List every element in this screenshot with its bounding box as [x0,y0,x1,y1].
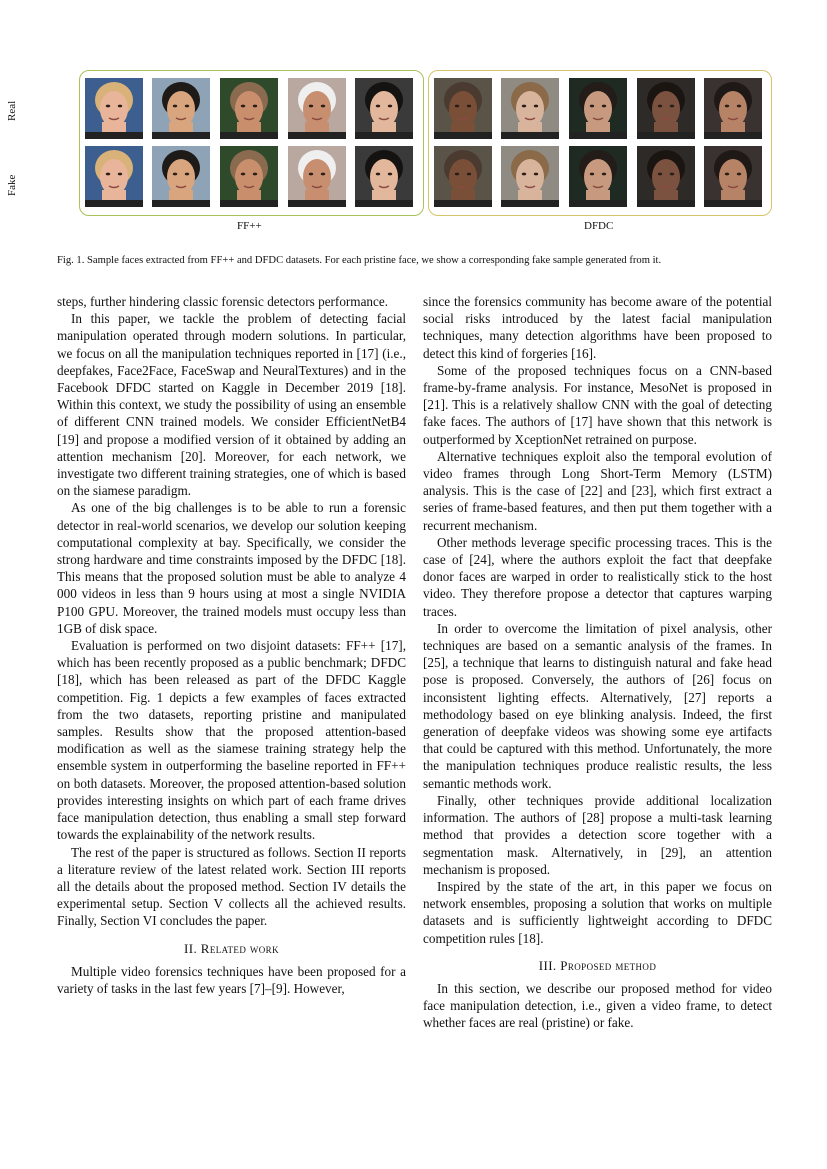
section-number: II. [184,940,198,956]
real-face-image [355,78,413,139]
real-face-image [220,78,278,139]
paragraph: In this section, we describe our proposed method for video face manipulation detection, i.e., given a video frame, to detect whether faces are real (pristine) or fake. [423,980,772,1031]
real-face-image [152,78,210,139]
row-label-real: Real [6,100,18,121]
fake-face-image [152,146,210,207]
section-heading-proposed-method [423,957,772,974]
row-label-fake: Fake [6,174,18,196]
paragraph: As one of the big challenges is to be able to run a forensic detector in real-world scenarios, we develop our solution keeping computational complexity at bay. Specifically, we consider the strong hardware and time constraints imposed by the DFDC [18]. This means that the proposed solution must be able to analyze 4 000 videos in less than 9 hours using at most a single NVIDIA P100 GPU. Moreover, the trained models must occupy less than 1GB of disk space. [57,500,406,636]
fake-face-image [288,146,346,207]
paragraph: Other methods leverage specific processing traces. This is the case of [24], where the authors exploit the fact that deepfake donor faces are warped in order to realistically stick to the host video. They therefore propose a detector that captures warping traces. [423,534,772,619]
section-heading-related-work [57,940,406,957]
fake-face-image [434,146,492,207]
section-title: Proposed method [560,957,657,973]
paragraph: Inspired by the state of the art, in this paper we focus on network ensembles, proposing a solution that works on multiple datasets and is sufficiently lightweight according to DFDC competition rules [18]. [423,878,772,946]
paragraph: Evaluation is performed on two disjoint datasets: FF++ [17], which has been recently proposed as a public benchmark; DFDC [18], which has been released as part of the DFDC Kaggle competition. Fig. 1 depicts a few examples of faces extracted from the two datasets, reporting pristine and manipulated samples. Results show that the proposed attention-based modification as well as the siamese training strategy help the ensemble system in outperforming the baseline reported in FF++ on both datasets. Moreover, the proposed attention-based solution provides interesting insights on which part of each frame drives face manipulation detection, thus enabling a small step forward towards the explainability of the network results. [57,638,406,843]
paragraph: Some of the proposed techniques focus on a CNN-based frame-by-frame analysis. For instance, MesoNet is proposed in [21]. This is a relatively shallow CNN with the goal of detecting fake faces. The authors of [17] have shown that this network is outperformed by XceptionNet retrained on purpose. [423,362,772,447]
dfdc-label: DFDC [584,220,614,232]
section-number: III. [538,957,557,973]
real-face-image [501,78,559,139]
fake-face-image [637,146,695,207]
paragraph: steps, further hindering classic forensic detectors performance. [57,294,389,309]
fake-face-image [569,146,627,207]
paragraph: The rest of the paper is structured as follows. Section II reports a literature review of the latest related work. Section III reports all the details about the proposed method. Section IV details the experimental setup. Section V collects all the achieved results. Finally, Section VI concludes the paper. [57,844,406,929]
left-column [57,293,406,997]
section-title: Related work [200,940,279,956]
real-face-image [85,78,143,139]
paragraph: Alternative techniques exploit also the temporal evolution of video frames through Long Short-Term Memory (LSTM) analysis. This is the case of [22] and [23], which first extract a series of frame-based features, and then put them together with a recurrent mechanism. [423,448,772,533]
real-face-image [434,78,492,139]
right-column [423,293,772,1032]
real-face-image [569,78,627,139]
paragraph: Finally, other techniques provide additional localization information. The authors of [28] propose a multi-task learning method that provides a detection score together with a segmentation mask. Alternatively, in [29], an attention mechanism is proposed. [423,792,772,877]
paragraph: Multiple video forensics techniques have been proposed for a variety of tasks in the last few years [7]–[9]. However, [57,963,406,996]
fake-face-image [355,146,413,207]
real-face-image [637,78,695,139]
fake-face-image [501,146,559,207]
real-face-image [704,78,762,139]
fake-face-image [85,146,143,207]
real-face-image [288,78,346,139]
paragraph: since the forensics community has become aware of the potential social risks introduced by the latest facial manipulation techniques, many detection algorithms have been proposed to detect this kind of forgeries [16]. [423,294,772,361]
paragraph: In this paper, we tackle the problem of detecting facial manipulation operated through modern solutions. In particular, we focus on all the manipulation techniques reported in [17] (i.e., deepfakes, Face2Face, FaceSwap and NeuralTextures) and in the Facebook DFDC started on Kaggle in December 2019 [18]. Within this context, we study the possibility of using an ensemble of different CNN trained models. We consider EfficientNetB4 [19] and propose a modified version of it obtained by adding an attention mechanism [20]. Moreover, for each network, we investigate two different training strategies, one of which is based on the siamese paradigm. [57,311,406,499]
ffpp-label: FF++ [237,220,262,232]
fake-face-image [704,146,762,207]
fake-face-image [220,146,278,207]
figure-caption: Fig. 1. Sample faces extracted from FF++ and DFDC datasets. For each pristine face, we show a corresponding fake sample generated from it. [57,255,662,266]
paragraph: In order to overcome the limitation of pixel analysis, other techniques are based on a semantic analysis of the frames. In [25], a technique that learns to distinguish natural and fake head pose is proposed. Conversely, the authors of [26] focus on inconsistent lighting effects. Alternatively, [27] reports a methodology based on eye blinking analysis. Indeed, the first generation of deepfake videos was showing some eye artifacts that could be captured with this method. Unfortunately, the more the manipulation techniques produce realistic results, the less semantic methods work. [423,620,772,791]
